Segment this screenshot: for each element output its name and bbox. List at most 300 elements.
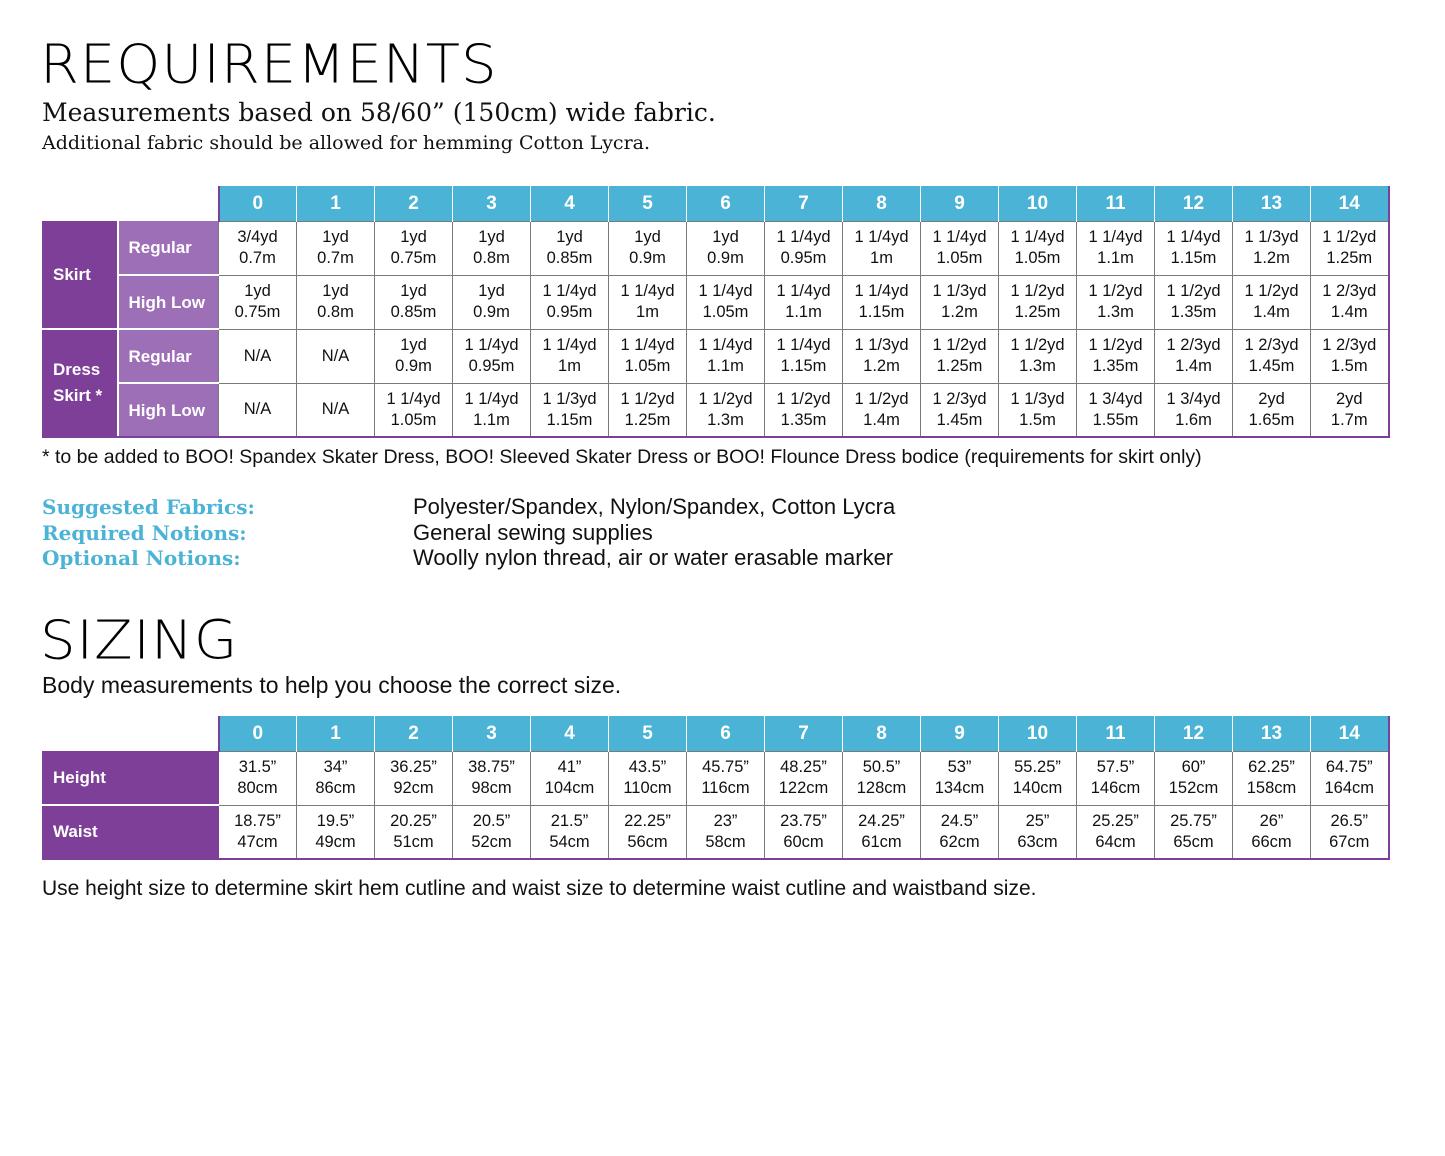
cell-line: 1yd [634, 228, 661, 246]
cell-line: 116cm [701, 779, 750, 797]
sizing-row [43, 751, 1389, 805]
cell-line: 1.35m [1170, 303, 1217, 321]
cell-line: 1 1/4yd [932, 228, 987, 246]
fabric-label: Optional Notions: [42, 546, 241, 570]
size-header-7: 7 [765, 716, 843, 751]
cell-line: 0.7m [317, 249, 354, 267]
requirement-cell [609, 383, 687, 437]
sizing-cell [843, 751, 921, 805]
sizing-cell [687, 751, 765, 805]
size-header-6: 6 [687, 186, 765, 221]
requirements-row [43, 383, 1389, 437]
cell-line: 1 1/2yd [1010, 336, 1065, 354]
size-header-9: 9 [921, 186, 999, 221]
requirement-cell [609, 275, 687, 329]
sizing-cell [531, 805, 609, 859]
cell-line: 164cm [1324, 779, 1375, 797]
sizing-cell [1311, 805, 1389, 859]
cell-line: 152cm [1168, 779, 1219, 797]
cell-line: 1.6m [1175, 410, 1212, 429]
cell-line: 24.25” [858, 811, 905, 830]
requirement-cell [219, 383, 297, 437]
sizing-cell [297, 751, 375, 805]
cell-line: 3/4yd [237, 228, 278, 246]
requirement-cell [453, 383, 531, 437]
size-header-1: 1 [297, 186, 375, 221]
cell-line: 128cm [856, 779, 907, 797]
cell-line: 92cm [393, 779, 434, 797]
cell-line: 1 3/4yd [1088, 389, 1143, 408]
row-label: High Low [118, 383, 219, 437]
cell-line: 1.05m [936, 249, 983, 267]
size-header-6: 6 [687, 716, 765, 751]
cell-line: 0.9m [473, 303, 510, 321]
cell-line: 1 1/2yd [776, 389, 831, 408]
requirement-cell [843, 383, 921, 437]
requirement-cell [1155, 329, 1233, 383]
cell-line: 0.85m [390, 303, 437, 321]
cell-line: N/A [321, 400, 350, 419]
cell-line: 1 2/3yd [1322, 336, 1377, 354]
cell-line: 23” [713, 811, 738, 830]
cell-line: 80cm [237, 779, 278, 797]
requirements-note: Additional fabric should be allowed for hemming Cotton Lycra. [42, 132, 651, 154]
cell-line: 1 1/2yd [1166, 282, 1221, 300]
requirement-cell [765, 221, 843, 275]
size-header-5: 5 [609, 186, 687, 221]
cell-line: 25.75” [1170, 811, 1217, 830]
cell-line: 1.3m [707, 410, 744, 429]
cell-line: 1.15m [1170, 249, 1217, 267]
cell-line: 34” [323, 758, 348, 776]
requirements-title: REQUIREMENTS [40, 34, 498, 96]
requirement-cell [531, 329, 609, 383]
cell-line: 0.95m [780, 249, 827, 267]
cell-line: 1 1/3yd [1244, 228, 1299, 246]
cell-line: 1 1/2yd [1244, 282, 1299, 300]
cell-line: 60” [1181, 758, 1206, 776]
requirement-cell [843, 221, 921, 275]
requirements-row [43, 275, 1389, 329]
cell-line: 22.25” [624, 811, 671, 830]
requirement-cell [843, 275, 921, 329]
cell-line: 1m [558, 357, 581, 375]
cell-line: 66cm [1251, 832, 1292, 851]
requirement-cell [1311, 275, 1389, 329]
requirement-cell [375, 221, 453, 275]
requirement-cell [1077, 221, 1155, 275]
cell-line: 1 1/4yd [620, 336, 675, 354]
row-label: Regular [118, 329, 219, 383]
cell-line: 1.2m [863, 357, 900, 375]
cell-line: 20.5” [472, 811, 511, 830]
sizing-cell [1155, 751, 1233, 805]
cell-line: 1 2/3yd [932, 389, 987, 408]
sizing-cell [1311, 751, 1389, 805]
group-label-line: Dress [53, 360, 101, 379]
size-header-13: 13 [1233, 186, 1311, 221]
cell-line: 1yd [244, 282, 271, 300]
cell-line: 1 1/2yd [932, 336, 987, 354]
requirement-cell [297, 275, 375, 329]
cell-line: 65cm [1173, 832, 1214, 851]
requirement-cell [453, 275, 531, 329]
cell-line: 1.4m [1175, 357, 1212, 375]
cell-line: 0.7m [239, 249, 276, 267]
cell-line: 52cm [471, 832, 512, 851]
cell-line: 1 1/4yd [542, 336, 597, 354]
size-header-10: 10 [999, 186, 1077, 221]
cell-line: 1 1/4yd [620, 282, 675, 300]
cell-line: 1 1/4yd [542, 282, 597, 300]
cell-line: 62cm [939, 832, 980, 851]
requirement-cell [1311, 383, 1389, 437]
requirement-cell [297, 221, 375, 275]
cell-line: 43.5” [628, 758, 667, 776]
fabric-value: Polyester/Spandex, Nylon/Spandex, Cotton Lycra [413, 494, 896, 519]
cell-line: 0.8m [473, 249, 510, 267]
cell-line: 51cm [393, 832, 434, 851]
size-header-1: 1 [297, 716, 375, 751]
requirement-cell [999, 275, 1077, 329]
cell-line: 25.25” [1092, 811, 1139, 830]
cell-line: 1.1m [707, 357, 744, 375]
cell-line: 1 1/4yd [1010, 228, 1065, 246]
requirement-cell [999, 383, 1077, 437]
row-label: Waist [43, 805, 219, 859]
cell-line: 0.95m [468, 357, 515, 375]
size-header-14: 14 [1311, 716, 1389, 751]
cell-line: 86cm [315, 779, 356, 797]
cell-line: 1 1/4yd [698, 282, 753, 300]
sizing-cell [921, 751, 999, 805]
cell-line: 1yd [478, 282, 505, 300]
cell-line: 1 1/4yd [776, 336, 831, 354]
fabric-label: Suggested Fabrics: [42, 495, 255, 519]
cell-line: 1.05m [624, 357, 671, 375]
cell-line: 50.5” [862, 758, 901, 776]
cell-line: 1.45m [1248, 357, 1295, 375]
cell-line: 1.25m [936, 357, 983, 375]
requirement-cell [687, 275, 765, 329]
cell-line: 0.9m [629, 249, 666, 267]
cell-line: 0.9m [707, 249, 744, 267]
cell-line: N/A [243, 400, 272, 419]
requirement-cell [1233, 275, 1311, 329]
requirement-cell [921, 383, 999, 437]
cell-line: 57.5” [1096, 758, 1135, 776]
cell-line: 1 1/3yd [932, 282, 987, 300]
cell-line: 1 1/4yd [776, 282, 831, 300]
cell-line: 1 1/2yd [1010, 282, 1065, 300]
cell-line: 1yd [556, 228, 583, 246]
cell-line: 23.75” [780, 811, 827, 830]
cell-line: 41” [557, 758, 582, 776]
group-label [43, 329, 118, 437]
requirements-footnote: * to be added to BOO! Spandex Skater Dress, BOO! Sleeved Skater Dress or BOO! Flounce Dress bodice (requirements for skirt only) [42, 446, 1202, 468]
sizing-table [42, 716, 1390, 860]
cell-line: 1.2m [1253, 249, 1290, 267]
cell-line: 54cm [549, 832, 590, 851]
sizing-title: SIZING [40, 610, 239, 672]
size-header-9: 9 [921, 716, 999, 751]
size-header-0: 0 [219, 186, 297, 221]
requirement-cell [687, 329, 765, 383]
cell-line: 1.1m [473, 410, 510, 429]
cell-line: 1.15m [780, 357, 827, 375]
cell-line: 1.3m [1019, 357, 1056, 375]
cell-line: 58cm [705, 832, 746, 851]
sizing-row [43, 805, 1389, 859]
cell-line: 55.25” [1014, 758, 1061, 776]
cell-line: 1m [870, 249, 893, 267]
sizing-cell [375, 751, 453, 805]
cell-line: 47cm [237, 832, 278, 851]
fabric-value: General sewing supplies [413, 519, 653, 545]
fabric-value: Woolly nylon thread, air or water erasable marker [413, 545, 894, 570]
cell-line: 62.25” [1248, 758, 1295, 776]
cell-line: 1yd [400, 336, 427, 354]
cell-line: 1.15m [858, 303, 905, 321]
size-header-12: 12 [1155, 716, 1233, 751]
cell-line: 1.5m [1019, 410, 1056, 429]
size-header-4: 4 [531, 716, 609, 751]
cell-line: 2yd [1335, 389, 1363, 408]
requirement-cell [1077, 275, 1155, 329]
cell-line: 56cm [627, 832, 668, 851]
requirements-row [43, 221, 1389, 275]
cell-line: 1 1/4yd [1166, 228, 1221, 246]
cell-line: 0.75m [390, 249, 437, 267]
cell-line: 64cm [1095, 832, 1136, 851]
cell-line: 31.5” [238, 758, 277, 776]
cell-line: 1yd [712, 228, 739, 246]
cell-line: 122cm [778, 779, 829, 797]
fabric-label: Required Notions: [42, 520, 247, 545]
cell-line: 1 2/3yd [1322, 282, 1377, 300]
cell-line: 48.25” [780, 758, 827, 776]
sizing-cell [1233, 751, 1311, 805]
cell-line: 1.3m [1097, 303, 1134, 321]
cell-line: 20.25” [390, 811, 437, 830]
sizing-cell [1077, 751, 1155, 805]
requirement-cell [375, 383, 453, 437]
requirement-cell [843, 329, 921, 383]
sizing-cell [765, 805, 843, 859]
requirement-cell [1155, 221, 1233, 275]
cell-line: 21.5” [550, 811, 589, 830]
requirement-cell [609, 329, 687, 383]
requirement-cell [687, 221, 765, 275]
sizing-cell [609, 805, 687, 859]
cell-line: 104cm [544, 779, 595, 797]
size-header-11: 11 [1077, 716, 1155, 751]
cell-line: 1 1/2yd [698, 389, 753, 408]
cell-line: 18.75” [234, 811, 281, 830]
cell-line: 1.05m [390, 410, 437, 429]
requirement-cell [1233, 383, 1311, 437]
sizing-header-row [43, 716, 1389, 751]
sizing-cell [453, 805, 531, 859]
requirement-cell [921, 275, 999, 329]
cell-line: 1.25m [624, 410, 671, 429]
sizing-cell [531, 751, 609, 805]
cell-line: 36.25” [390, 758, 437, 776]
requirement-cell [531, 383, 609, 437]
cell-line: 1.55m [1092, 410, 1139, 429]
cell-line: 0.9m [395, 357, 432, 375]
requirement-cell [297, 383, 375, 437]
requirement-cell [765, 275, 843, 329]
requirement-cell [999, 221, 1077, 275]
requirement-cell [531, 275, 609, 329]
cell-line: 1yd [478, 228, 505, 246]
cell-line: 1 1/4yd [386, 389, 441, 408]
cell-line: 67cm [1329, 832, 1370, 851]
size-header-3: 3 [453, 186, 531, 221]
cell-line: 1 1/3yd [854, 336, 909, 354]
cell-line: 98cm [471, 779, 512, 797]
size-header-2: 2 [375, 716, 453, 751]
cell-line: 1.45m [936, 410, 983, 429]
sizing-cell [219, 751, 297, 805]
cell-line: 140cm [1012, 779, 1063, 797]
cell-line: 1.25m [1326, 249, 1373, 267]
sizing-subtitle: Body measurements to help you choose the correct size. [42, 672, 622, 698]
requirement-cell [219, 275, 297, 329]
cell-line: 1 1/3yd [542, 389, 597, 408]
cell-line: 45.75” [702, 758, 749, 776]
requirement-cell [609, 221, 687, 275]
requirement-cell [765, 383, 843, 437]
requirement-cell [219, 329, 297, 383]
requirement-cell [219, 221, 297, 275]
cell-line: 1 1/2yd [1088, 282, 1143, 300]
size-header-7: 7 [765, 186, 843, 221]
size-header-0: 0 [219, 716, 297, 751]
size-header-14: 14 [1311, 186, 1389, 221]
requirement-cell [375, 329, 453, 383]
cell-line: 134cm [934, 779, 985, 797]
requirement-cell [1077, 383, 1155, 437]
sizing-cell [765, 751, 843, 805]
cell-line: 1.65m [1248, 410, 1295, 429]
cell-line: 1 1/4yd [854, 282, 909, 300]
size-header-10: 10 [999, 716, 1077, 751]
cell-line: 146cm [1090, 779, 1141, 797]
requirement-cell [1077, 329, 1155, 383]
requirements-table [42, 186, 1390, 438]
cell-line: 1 2/3yd [1166, 336, 1221, 354]
requirement-cell [765, 329, 843, 383]
requirement-cell [453, 329, 531, 383]
requirements-subtitle: Measurements based on 58/60” (150cm) wide fabric. [42, 98, 716, 127]
sizing-cell [843, 805, 921, 859]
cell-line: 1.2m [941, 303, 978, 321]
cell-line: 1 1/2yd [1088, 336, 1143, 354]
cell-line: 1 1/4yd [698, 336, 753, 354]
cell-line: 0.95m [546, 303, 593, 321]
sizing-cell [999, 805, 1077, 859]
cell-line: 110cm [623, 779, 672, 797]
cell-line: 0.75m [234, 303, 281, 321]
cell-line: 38.75” [468, 758, 515, 776]
size-header-8: 8 [843, 716, 921, 751]
sizing-cell [1233, 805, 1311, 859]
cell-line: 1yd [322, 228, 349, 246]
group-label: Skirt [43, 221, 118, 329]
requirements-row [43, 329, 1389, 383]
sizing-cell [921, 805, 999, 859]
cell-line: 19.5” [316, 811, 355, 830]
cell-line: 1.4m [1330, 303, 1368, 321]
size-header-12: 12 [1155, 186, 1233, 221]
requirement-cell [1155, 275, 1233, 329]
requirement-cell [297, 329, 375, 383]
group-label-line: Skirt * [53, 386, 103, 405]
header-blank [43, 716, 219, 751]
cell-line: 1.35m [1092, 357, 1139, 375]
cell-line: 1.15m [546, 410, 593, 429]
requirement-cell [1311, 221, 1389, 275]
cell-line: 60cm [783, 832, 824, 851]
cell-line: 0.8m [317, 303, 354, 321]
requirement-cell [375, 275, 453, 329]
cell-line: 24.5” [940, 811, 979, 830]
size-header-4: 4 [531, 186, 609, 221]
cell-line: 1.7m [1330, 410, 1368, 429]
cell-line: 1 1/2yd [620, 389, 675, 408]
cell-line: 1yd [322, 282, 349, 300]
requirement-cell [531, 221, 609, 275]
cell-line: 1yd [400, 282, 427, 300]
requirement-cell [453, 221, 531, 275]
requirement-cell [921, 221, 999, 275]
cell-line: 1.35m [780, 410, 827, 429]
cell-line: 158cm [1246, 779, 1297, 797]
cell-line: N/A [321, 346, 350, 365]
cell-line: 53” [947, 758, 972, 776]
cell-line: 1 1/2yd [854, 389, 909, 408]
cell-line: 26.5” [1330, 811, 1369, 830]
requirement-cell [1155, 383, 1233, 437]
cell-line: 63cm [1017, 832, 1058, 851]
size-header-11: 11 [1077, 186, 1155, 221]
cell-line: 1 2/3yd [1244, 336, 1299, 354]
row-label: Height [43, 751, 219, 805]
requirement-cell [1233, 329, 1311, 383]
size-header-2: 2 [375, 186, 453, 221]
requirement-cell [999, 329, 1077, 383]
cell-line: 64.75” [1325, 758, 1373, 776]
size-header-3: 3 [453, 716, 531, 751]
cell-line: 1 1/4yd [464, 336, 519, 354]
sizing-cell [375, 805, 453, 859]
cell-line: 1 1/4yd [1088, 228, 1143, 246]
row-label: Regular [118, 221, 219, 275]
cell-line: 0.85m [546, 249, 593, 267]
cell-line: 1.05m [1014, 249, 1061, 267]
size-header-8: 8 [843, 186, 921, 221]
cell-line: 1 1/4yd [854, 228, 909, 246]
requirement-cell [687, 383, 765, 437]
cell-line: 1.4m [863, 410, 900, 429]
sizing-cell [219, 805, 297, 859]
cell-line: 1.1m [785, 303, 822, 321]
row-label: High Low [118, 275, 219, 329]
cell-line: 1.4m [1253, 303, 1290, 321]
sizing-cell [687, 805, 765, 859]
